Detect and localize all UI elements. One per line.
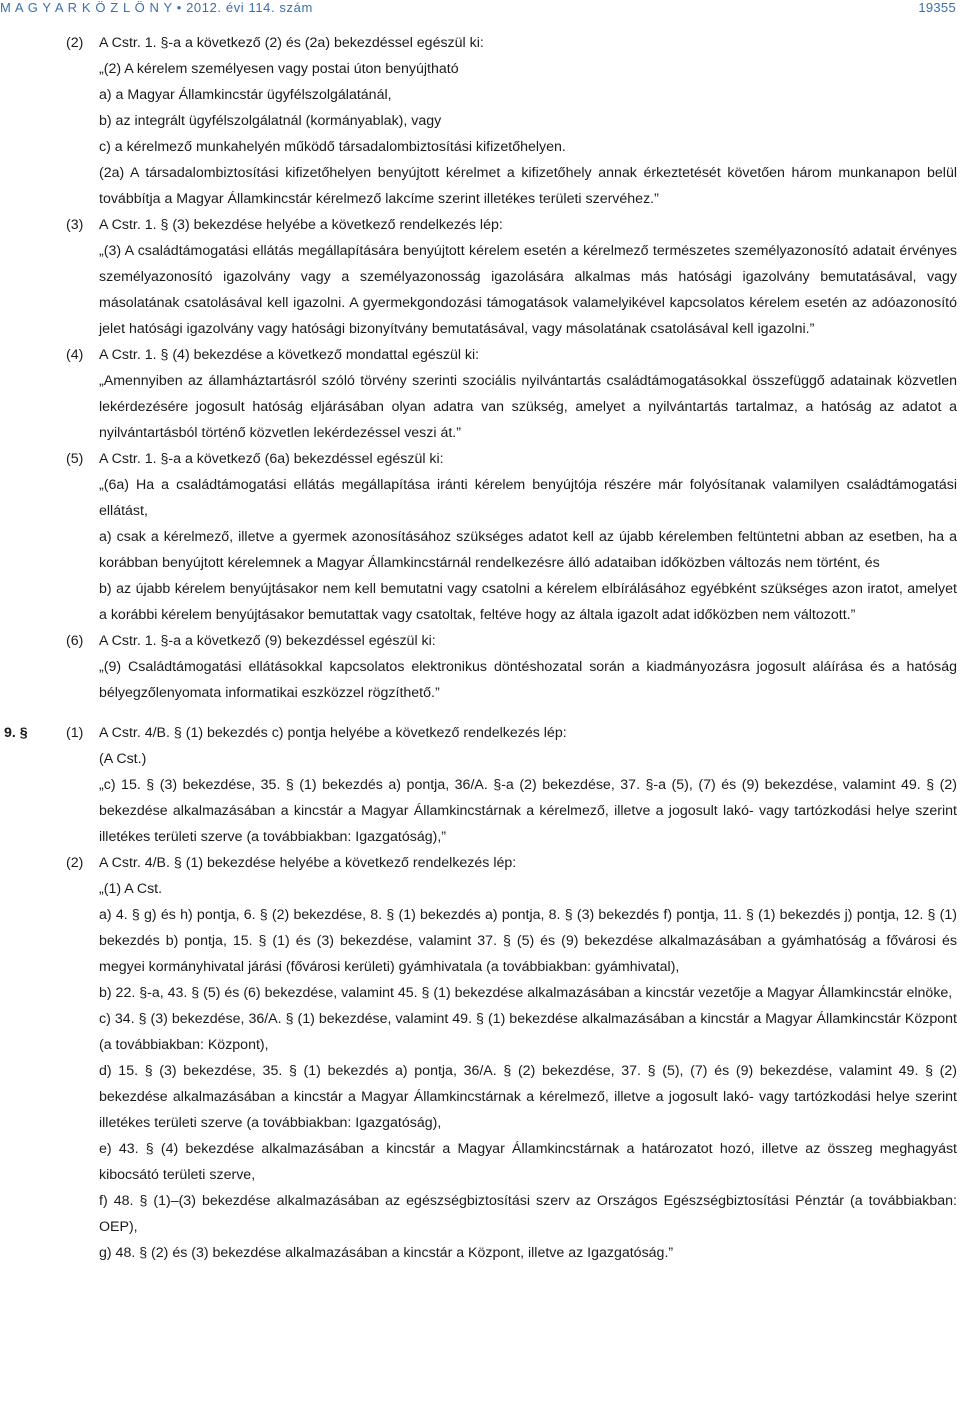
point-c: c) 34. § (3) bekezdése, 36/A. § (1) bekezdése, valamint 49. § (1) bekezdése alkalmazásában a kincstár a Magyar Államkincstár Központ (a továbbiakban: Központ),: [99, 1011, 957, 1053]
point-d: d) 15. § (3) bekezdése, 35. § (1) bekezdés a) pontja, 36/A. § (2) bekezdése, 37. § (5), (7) és (9) bekezdése, valamint 49. § (2) bekezdése alkalmazásában a kincstár a Magyar Államkincstárnak a kérelmező, illetve a jogosult lakó- vagy tartózkodási helye szerint illetékes területi szerve (a továbbiakban: Igazgatóság),: [99, 1063, 957, 1131]
section-9-paragraph-1: [0, 720, 960, 746]
paragraph-number: (6): [66, 633, 84, 649]
paragraph-intro: A Cstr. 4/B. § (1) bekezdés c) pontja helyébe a következő rendelkezés lép:: [99, 725, 567, 741]
text-line: b) az integrált ügyfélszolgálatnál (kormányablak), vagy: [99, 113, 442, 129]
paragraph-2: [0, 30, 960, 56]
text-block: „(9) Családtámogatási ellátásokkal kapcsolatos elektronikus döntéshozatal során a kiadmányozásra jogosult aláírása és a hatóság bélyegzőlenyomata informatikai eszközzel rögzíthető.”: [99, 659, 957, 701]
point-f: f) 48. § (1)–(3) bekezdése alkalmazásában az egészségbiztosítási szerv az Országos Egészségbiztosítási Pénztár (a továbbiakban: OEP),: [99, 1193, 957, 1235]
page-number: 19355: [918, 0, 956, 15]
paragraph-number: (3): [66, 217, 84, 233]
paragraph-number: (2): [66, 35, 84, 51]
section-number: 9. §: [4, 725, 28, 741]
paragraph-5: [0, 446, 960, 472]
paragraph-intro: A Cstr. 4/B. § (1) bekezdése helyébe a következő rendelkezés lép:: [99, 855, 517, 871]
document-body: [0, 30, 960, 1266]
text-block: a) csak a kérelmező, illetve a gyermek azonosításához szükséges adatot kell az újabb kérelemben feltüntetni abban az esetben, ha a korábban benyújtott kérelemnek a Magyar Államkincstárnál rendelkezésre álló adataiban időközben változás nem történt, és: [99, 529, 957, 571]
text-line: a) a Magyar Államkincstár ügyfélszolgálatánál,: [99, 87, 392, 103]
paragraph-6: [0, 628, 960, 654]
page-header: [0, 0, 960, 16]
section-9-paragraph-2: [0, 850, 960, 876]
journal-title: M A G Y A R K Ö Z L Ö N Y • 2012. évi 114. szám: [0, 0, 313, 15]
paragraph-number: (1): [66, 725, 84, 741]
paragraph-intro: A Cstr. 1. §-a a következő (9) bekezdéssel egészül ki:: [99, 633, 436, 649]
text-block: „(3) A családtámogatási ellátás megállapítására benyújtott kérelem esetén a kérelmező természetes személyazonosító adatait érvényes személyazonosító igazolvány vagy a személyazonosság igazolására alkalmas más hatósági igazolvány bemutatásával, vagy másolatának csatolásával kell igazolni. A gyermekgondozási támogatások valamelyikével kapcsolatos kérelem esetén az adóazonosító jelet hatósági igazolvány vagy hatósági bizonyítvány bemutatásával, vagy másolatának csatolásával kell igazolni.”: [99, 243, 957, 337]
paragraph-intro: A Cstr. 1. §-a a következő (2) és (2a) bekezdéssel egészül ki:: [99, 35, 484, 51]
paragraph-number: (2): [66, 855, 84, 871]
point-g: g) 48. § (2) és (3) bekezdése alkalmazásában a kincstár a Központ, illetve az Igazgatóság.”: [99, 1245, 674, 1261]
text-line: (A Cst.): [99, 751, 147, 767]
paragraph-intro: A Cstr. 1. § (4) bekezdése a következő mondattal egészül ki:: [99, 347, 480, 363]
paragraph-4: [0, 342, 960, 368]
paragraph-intro: A Cstr. 1. § (3) bekezdése helyébe a következő rendelkezés lép:: [99, 217, 503, 233]
point-e: e) 43. § (4) bekezdése alkalmazásában a kincstár a Magyar Államkincstárnak a határozatot hozó, illetve az összeg meghagyást kibocsátó területi szerve,: [99, 1141, 957, 1183]
paragraph-3: [0, 212, 960, 238]
text-line: „(1) A Cst.: [99, 881, 163, 897]
paragraph-number: (4): [66, 347, 84, 363]
paragraph-number: (5): [66, 451, 84, 467]
text-line: „(2) A kérelem személyesen vagy postai úton benyújtható: [99, 61, 459, 77]
text-line: c) a kérelmező munkahelyén működő társadalombiztosítási kifizetőhelyen.: [99, 139, 566, 155]
text-block: „(6a) Ha a családtámogatási ellátás megállapítása iránti kérelem benyújtója részére már folyósítanak valamilyen családtámogatási ellátást,: [99, 477, 957, 519]
point-b: b) 22. §-a, 43. § (5) és (6) bekezdése, valamint 45. § (1) bekezdése alkalmazásában a kincstár vezetője a Magyar Államkincstár elnöke,: [99, 985, 953, 1001]
text-block: b) az újabb kérelem benyújtásakor nem kell bemutatni vagy csatolni a kérelem elbírálásához egyébként szükséges azon iratot, amelyet a korábbi kérelem benyújtásakor bemutattak vagy csatoltak, feltéve hogy az általa igazolt adat időközben nem változott.”: [99, 581, 957, 623]
point-a: a) 4. § g) és h) pontja, 6. § (2) bekezdése, 8. § (1) bekezdés a) pontja, 8. § (3) bekezdés f) pontja, 11. § (1) bekezdés j) pontja, 12. § (1) bekezdés b) pontja, 15. § (1) és (3) bekezdése, valamint 37. § (5) és (9) bekezdése alkalmazásában a gyámhatóság a fővárosi és megyei kormányhivatal járási (fővárosi kerületi) gyámhivatala (a továbbiakban: gyámhivatal),: [99, 907, 957, 975]
paragraph-intro: A Cstr. 1. §-a a következő (6a) bekezdéssel egészül ki:: [99, 451, 444, 467]
text-block: „c) 15. § (3) bekezdése, 35. § (1) bekezdés a) pontja, 36/A. §-a (2) bekezdése, 37. §-a (5), (7) és (9) bekezdése, valamint 49. § (2) bekezdése alkalmazásában a kincstár a Magyar Államkincstárnak a kérelmező, illetve a jogosult lakó- vagy tartózkodási helye szerint illetékes területi szerve (a továbbiakban: Igazgatóság),”: [99, 777, 957, 845]
text-block: „Amennyiben az államháztartásról szóló törvény szerinti szociális nyilvántartás családtámogatásokkal összefüggő adatainak közvetlen lekérdezésére jogosult hatóság eljárásában olyan adatra van szükség, amelyet a nyilvántartás tartalmaz, a hatóság az adatot a nyilvántartásból történő közvetlen lekérdezéssel veszi át.”: [99, 373, 957, 441]
text-block: (2a) A társadalombiztosítási kifizetőhelyen benyújtott kérelmet a kifizetőhely annak érkeztetését követően három munkanapon belül továbbítja a Magyar Államkincstár kérelmező lakcíme szerint illetékes területi szervéhez.”: [99, 165, 957, 207]
